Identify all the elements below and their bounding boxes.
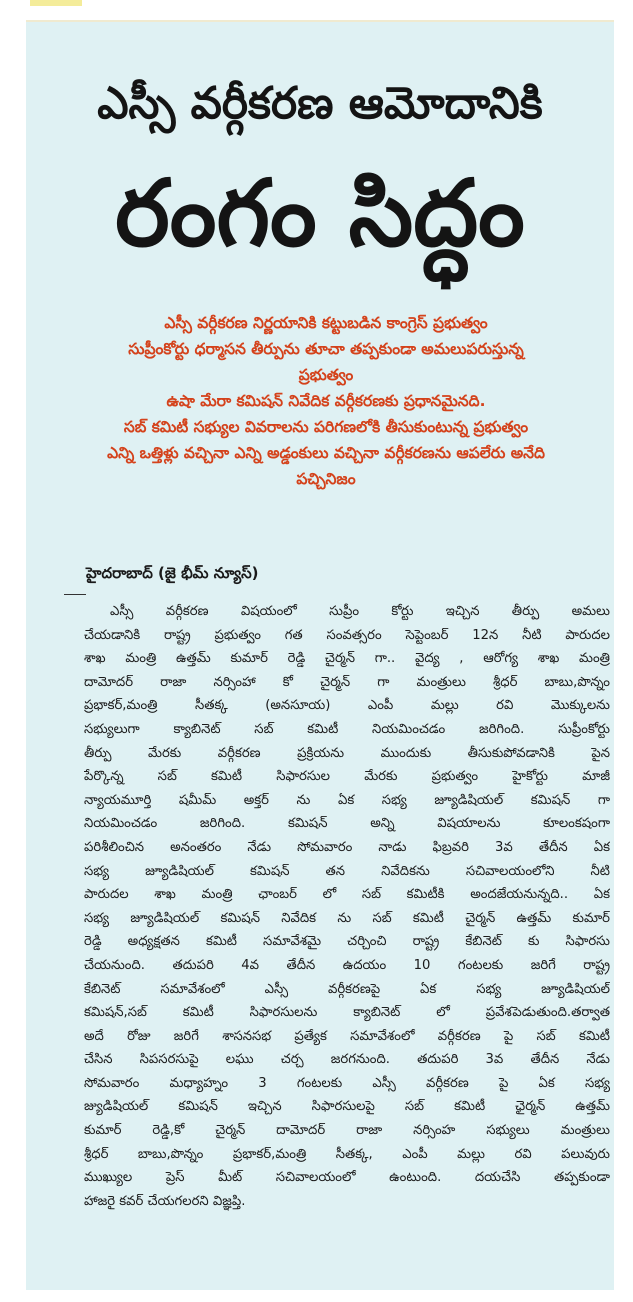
- body-line: చేయడానికి రాష్ట్ర ప్రభుత్వం గత సంవత్సరం సెప్టెంబర్ 12న నీటి పారుదల: [84, 627, 610, 643]
- body-line: జ్యుడిషియల్ కమిషన్ ఇచ్చిన సిఫారసులపై సబ్ కమిటీ ఛైర్మన్ ఉత్తమ్: [84, 1099, 610, 1115]
- body-line: సభ్య జ్యూడిషియల్ కమిషన్ నివేదిక ను సబ్ కమిటీ చైర్మన్ ఉత్తమ్ కుమార్: [84, 910, 610, 926]
- body-line: ఎస్సీ వర్గీకరణ విషయంలో సుప్రీం కోర్టు ఇచ్చిన తీర్పు అమలు: [110, 604, 610, 619]
- highlight-line: ఎస్సీ వర్గీకరణ నిర్ణయానికి కట్టుబడిన కాంగ్రెస్ ప్రభుత్వం: [164, 314, 488, 332]
- body-line: కమిషన్,సబ్ కమిటీ సిఫారసులను క్యాబినెట్ లో ప్రవేశపెడుతుంది.తర్వాత: [84, 1005, 610, 1021]
- highlight-line: సబ్ కమిటీ సభ్యుల వివరాలను పరిగణలోకి తీసుకుంటున్న ప్రభుత్వం: [123, 418, 529, 436]
- headline-line-1: ఎస్సీ వర్గీకరణ ఆమోదానికి: [97, 78, 543, 129]
- body-line: సభ్య జ్యూడిషియల్ కమిషన్ తన నివేదికను సచివాలయంలోని నీటి: [84, 863, 610, 879]
- body-line: చేసిన సిపసరసుపై లఘు చర్చ జరగనుంది. తదుపరి 3వ తేదీన నేడు: [84, 1052, 610, 1068]
- body-line: ప్రభాకర్,మంత్రి సీతక్క (అనసూయ) ఎంపీ మల్లు రవి మొక్కులను: [84, 698, 610, 714]
- highlight-line: పచ్చినిజం: [296, 470, 356, 488]
- dateline-rule: [64, 594, 86, 595]
- news-clipping: [26, 20, 614, 1290]
- body-line: అదే రోజు జరిగే శాసనసభ ప్రత్యేక సమావేశంలో వర్గీకరణ పై సబ్ కమిటీ: [84, 1028, 610, 1044]
- headline-line-2: రంగం సిద్ధం: [115, 160, 525, 267]
- body-line: నియమించడం జరిగింది. కమిషన్ అన్ని విషయాలను కూలంకషంగా: [84, 816, 610, 832]
- body-line: హాజరై కవర్ చేయగలరని విజ్ఞప్తి.: [84, 1193, 246, 1209]
- body-line: శాఖ మంత్రి ఉత్తమ్ కుమార్ రెడ్డి చైర్మన్ గా.. వైద్య , ఆరోగ్య శాఖ మంత్రి: [84, 651, 610, 667]
- body-line: కేబినెట్ సమావేశంలో ఎస్సీ వర్గీకరణపై ఏక సభ్య జ్యూడిషియల్: [84, 981, 610, 997]
- body-line: సభ్యులుగా క్యాబినెట్ సబ్ కమిటీ నియమించడం జరిగింది. సుప్రీంకోర్టు: [84, 721, 610, 737]
- dateline: హైదరాబాద్ (జై భీమ్ న్యూస్): [86, 564, 259, 582]
- highlight-line: ప్రభుత్వం: [298, 366, 354, 384]
- body-line: తీర్పు మేరకు వర్గీకరణ ప్రక్రియను ముందుకు తీసుకుపోవడానికి పైన: [84, 745, 610, 761]
- body-line: పారుదల శాఖ మంత్రి ఛాంబర్ లో సబ్ కమిటీకి అందజేయనున్నది.. ఏక: [84, 887, 610, 903]
- body-line: న్యాయమూర్తి షమీమ్ అక్తర్ ను ఏక సభ్య జ్యూడిషియల్ కమిషన్ గా: [84, 792, 610, 808]
- highlight-line: ఉషా మేరా కమిషన్ నివేదిక వర్గీకరణకు ప్రధానమైనది.: [166, 392, 486, 410]
- body-line: ముఖ్యుల ప్రెస్ మీట్ సచివాలయంలో ఉంటుంది. దయచేసి తప్పకుండా: [84, 1170, 610, 1186]
- body-line: దామోదర్ రాజా నర్సింహా కో చైర్మన్ గా మంత్రులు శ్రీధర్ బాబు,పొన్నం: [84, 674, 610, 690]
- body-line: రెడ్డి అధ్యక్షతన కమిటీ సమావేశమై చర్చించి రాష్ట్ర కేబినెట్ కు సిఫారసు: [84, 934, 610, 950]
- highlight-line: సుప్రీంకోర్టు ధర్మాసన తీర్పును తూచా తప్పకుండా అమలుపరుస్తున్న: [128, 340, 524, 358]
- body-line: పేర్కొన్న సబ్ కమిటీ సిఫారసుల మేరకు ప్రభుత్వం హైకోర్టు మాజీ: [84, 769, 610, 785]
- body-line: సోమవారం మధ్యాహ్నం 3 గంటలకు ఎస్సీ వర్గీకరణ పై ఏక సభ్య: [84, 1075, 610, 1091]
- highlight-line: ఎన్ని ఒత్తిళ్లు వచ్చినా ఎన్ని అడ్డంకులు వచ్చినా వర్గీకరణను ఆపలేరు అనేది: [107, 444, 545, 462]
- body-line: పరిశీలించిన అనంతరం నేడు సోమవారం నాడు ఫిబ్రవరి 3వ తేదీన ఏక: [84, 839, 610, 855]
- body-line: శ్రీధర్ బాబు,పొన్నం ప్రభాకర్,మంత్రి సీతక్క, ఎంపీ మల్లు రవి పలువురు: [84, 1146, 610, 1162]
- highlights-block: [66, 310, 586, 492]
- article-body: [84, 600, 610, 1213]
- top-tab-marker: [30, 0, 82, 6]
- body-line: కుమార్ రెడ్డి,కో చైర్మన్ దామోదర్ రాజా నర్సింహ సభ్యులు మంత్రులు: [84, 1123, 610, 1139]
- body-line: చేయనుంది. తదుపరి 4వ తేదీన ఉదయం 10 గంటలకు జరిగే రాష్ట్ర: [84, 957, 610, 973]
